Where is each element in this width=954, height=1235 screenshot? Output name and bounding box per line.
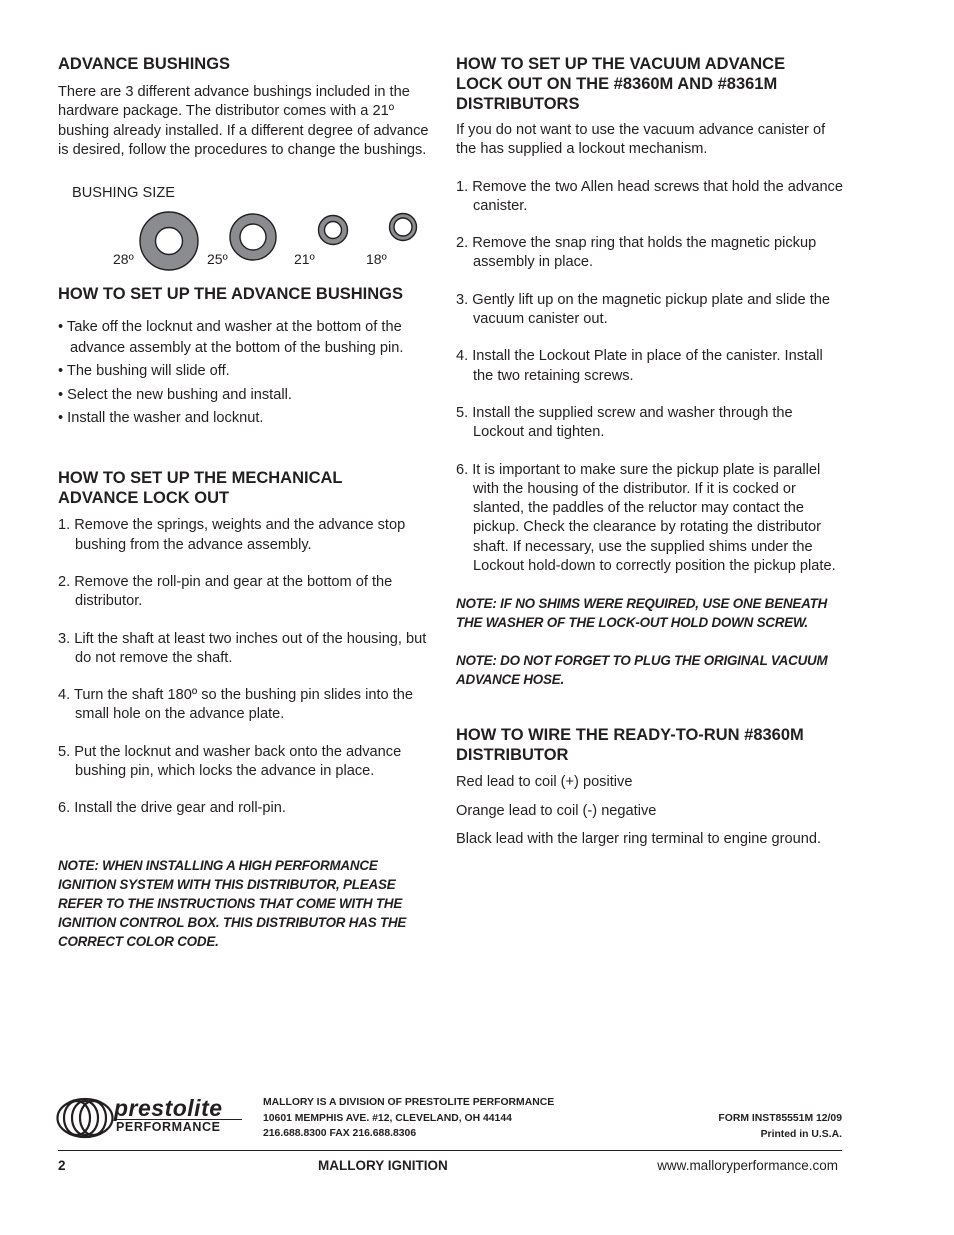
wiring-orange-lead: Orange lead to coil (-) negative (456, 802, 657, 819)
bushing-size-label: BUSHING SIZE (72, 185, 175, 202)
bushing-28-label: 28º (113, 251, 134, 268)
vacuum-heading-line-3: DISTRIBUTORS (456, 95, 580, 113)
list-item: 2. Remove the snap ring that holds the magnetic pickup assembly in place. (456, 235, 817, 271)
vacuum-heading-line-2: LOCK OUT ON THE #8360M AND #8361M (456, 75, 778, 93)
form-info (718, 1111, 842, 1142)
website-link[interactable]: www.malloryperformance.com (657, 1158, 838, 1173)
vacuum-hose-note: NOTE: DO NOT FORGET TO PLUG THE ORIGINAL VACUUM ADVANCE HOSE. (456, 653, 828, 688)
list-item: 3. Lift the shaft at least two inches out of the housing, but do not remove the shaft. (58, 630, 427, 666)
advance-bushings-heading: ADVANCE BUSHINGS (58, 55, 231, 73)
prestolite-logo-mark (56, 1097, 114, 1139)
list-item: 6. Install the drive gear and roll-pin. (58, 800, 286, 817)
mechanical-lockout-heading (58, 468, 440, 508)
bushing-18-label: 18º (366, 251, 387, 268)
address-line-1: MALLORY IS A DIVISION OF PRESTOLITE PERFORMANCE (263, 1097, 555, 1108)
bushing-21-hole (325, 222, 342, 239)
footer-divider (58, 1150, 842, 1151)
bushing-25-label: 25º (207, 251, 228, 268)
bushing-25-hole (240, 224, 266, 250)
list-item: 3. Gently lift up on the magnetic pickup plate and slide the vacuum canister out. (456, 291, 830, 328)
mechanical-steps-list (58, 516, 440, 818)
list-item: • The bushing will slide off. (58, 363, 230, 380)
list-item: 1. Remove the springs, weights and the advance stop bushing from the advance assembly. (58, 517, 406, 553)
prestolite-logo-wordmark: prestolite (114, 1095, 223, 1121)
setup-advance-heading: HOW TO SET UP THE ADVANCE BUSHINGS (58, 285, 404, 304)
list-item: • Take off the locknut and washer at the bottom of the advance assembly at the bottom of the bushing pin. (58, 319, 404, 357)
ignition-system-note: NOTE: WHEN INSTALLING A HIGH PERFORMANCE IGNITION SYSTEM WITH THIS DISTRIBUTOR, PLEASE REFER TO THE INSTRUCTIONS THAT COME WITH THE IGNITION CONTROL BOX. THIS DISTRIBUTOR HAS THE CORRECT COLOR CODE. (58, 857, 407, 949)
vacuum-heading-line-1: HOW TO SET UP THE VACUUM ADVANCE (456, 55, 786, 73)
wiring-heading-line-2: DISTRIBUTOR (456, 746, 569, 765)
bushing-28-hole (156, 228, 183, 255)
list-item: 4. Install the Lockout Plate in place of the canister. Install the two retaining screws. (456, 348, 823, 384)
prestolite-logo (56, 1097, 246, 1139)
prestolite-logo-subtitle: PERFORMANCE (116, 1120, 221, 1134)
wiring-black-lead: Black lead with the larger ring terminal to engine ground. (456, 830, 822, 847)
bushing-18-hole (394, 218, 412, 236)
list-item: 5. Put the locknut and washer back onto the advance bushing pin, which locks the advance in place. (58, 743, 402, 780)
list-item: 6. It is important to make sure the pickup plate is parallel with the housing of the distributor. If it is cocked or slanted, the paddles of the reluctor may contact the pickup. Check the clearance by rotating the distributor shaft. If necessary, use the supplied shims under the Lockout hold-down to correctly position the pickup plate. (456, 461, 836, 575)
vacuum-lockout-heading (456, 54, 846, 114)
list-item: 1. Remove the two Allen head screws that hold the advance canister. (456, 178, 843, 214)
company-address (263, 1095, 554, 1142)
mechanical-heading-line-1: HOW TO SET UP THE MECHANICAL (58, 469, 343, 488)
bushing-21-label: 21º (294, 251, 315, 268)
footer-brand: MALLORY IGNITION (318, 1158, 448, 1173)
setup-bullet-list (58, 317, 440, 428)
address-line-2: 10601 MEMPHIS AVE. #12, CLEVELAND, OH 44144 (263, 1112, 512, 1124)
right-column (456, 54, 846, 849)
list-item: • Select the new bushing and install. (58, 386, 292, 403)
mechanical-heading-line-2: ADVANCE LOCK OUT (58, 489, 230, 508)
vacuum-intro-text: If you do not want to use the vacuum advance canister of the has supplied a lockout mechanism. (456, 122, 826, 158)
list-item: • Install the washer and locknut. (58, 410, 264, 427)
left-column (58, 54, 440, 951)
shims-note: NOTE: IF NO SHIMS WERE REQUIRED, USE ONE BENEATH THE WASHER OF THE LOCK-OUT HOLD DOWN SCREW. (456, 596, 828, 631)
address-line-3: 216.688.8300 FAX 216.688.8306 (263, 1128, 417, 1139)
form-number: FORM INST85551M 12/09 (718, 1113, 842, 1124)
list-item: 2. Remove the roll-pin and gear at the bottom of the distributor. (58, 573, 393, 610)
wiring-heading-line-1: HOW TO WIRE THE READY-TO-RUN #8360M (456, 726, 804, 745)
list-item: 4. Turn the shaft 180º so the bushing pin slides into the small hole on the advance plate. (58, 687, 414, 723)
wiring-heading (456, 725, 846, 765)
advance-bushings-text: There are 3 different advance bushings included in the hardware package. The distributor comes with a 21º bushing already installed. If a different degree of advance is desired, follow the procedures to change the bushings. (58, 84, 429, 158)
wiring-red-lead: Red lead to coil (+) positive (456, 774, 633, 791)
list-item: 5. Install the supplied screw and washer through the Lockout and tighten. (456, 404, 793, 441)
vacuum-steps-list (456, 178, 846, 577)
bushing-size-diagram (58, 209, 440, 289)
printed-in: Printed in U.S.A. (760, 1128, 842, 1140)
page-number: 2 (58, 1158, 66, 1173)
